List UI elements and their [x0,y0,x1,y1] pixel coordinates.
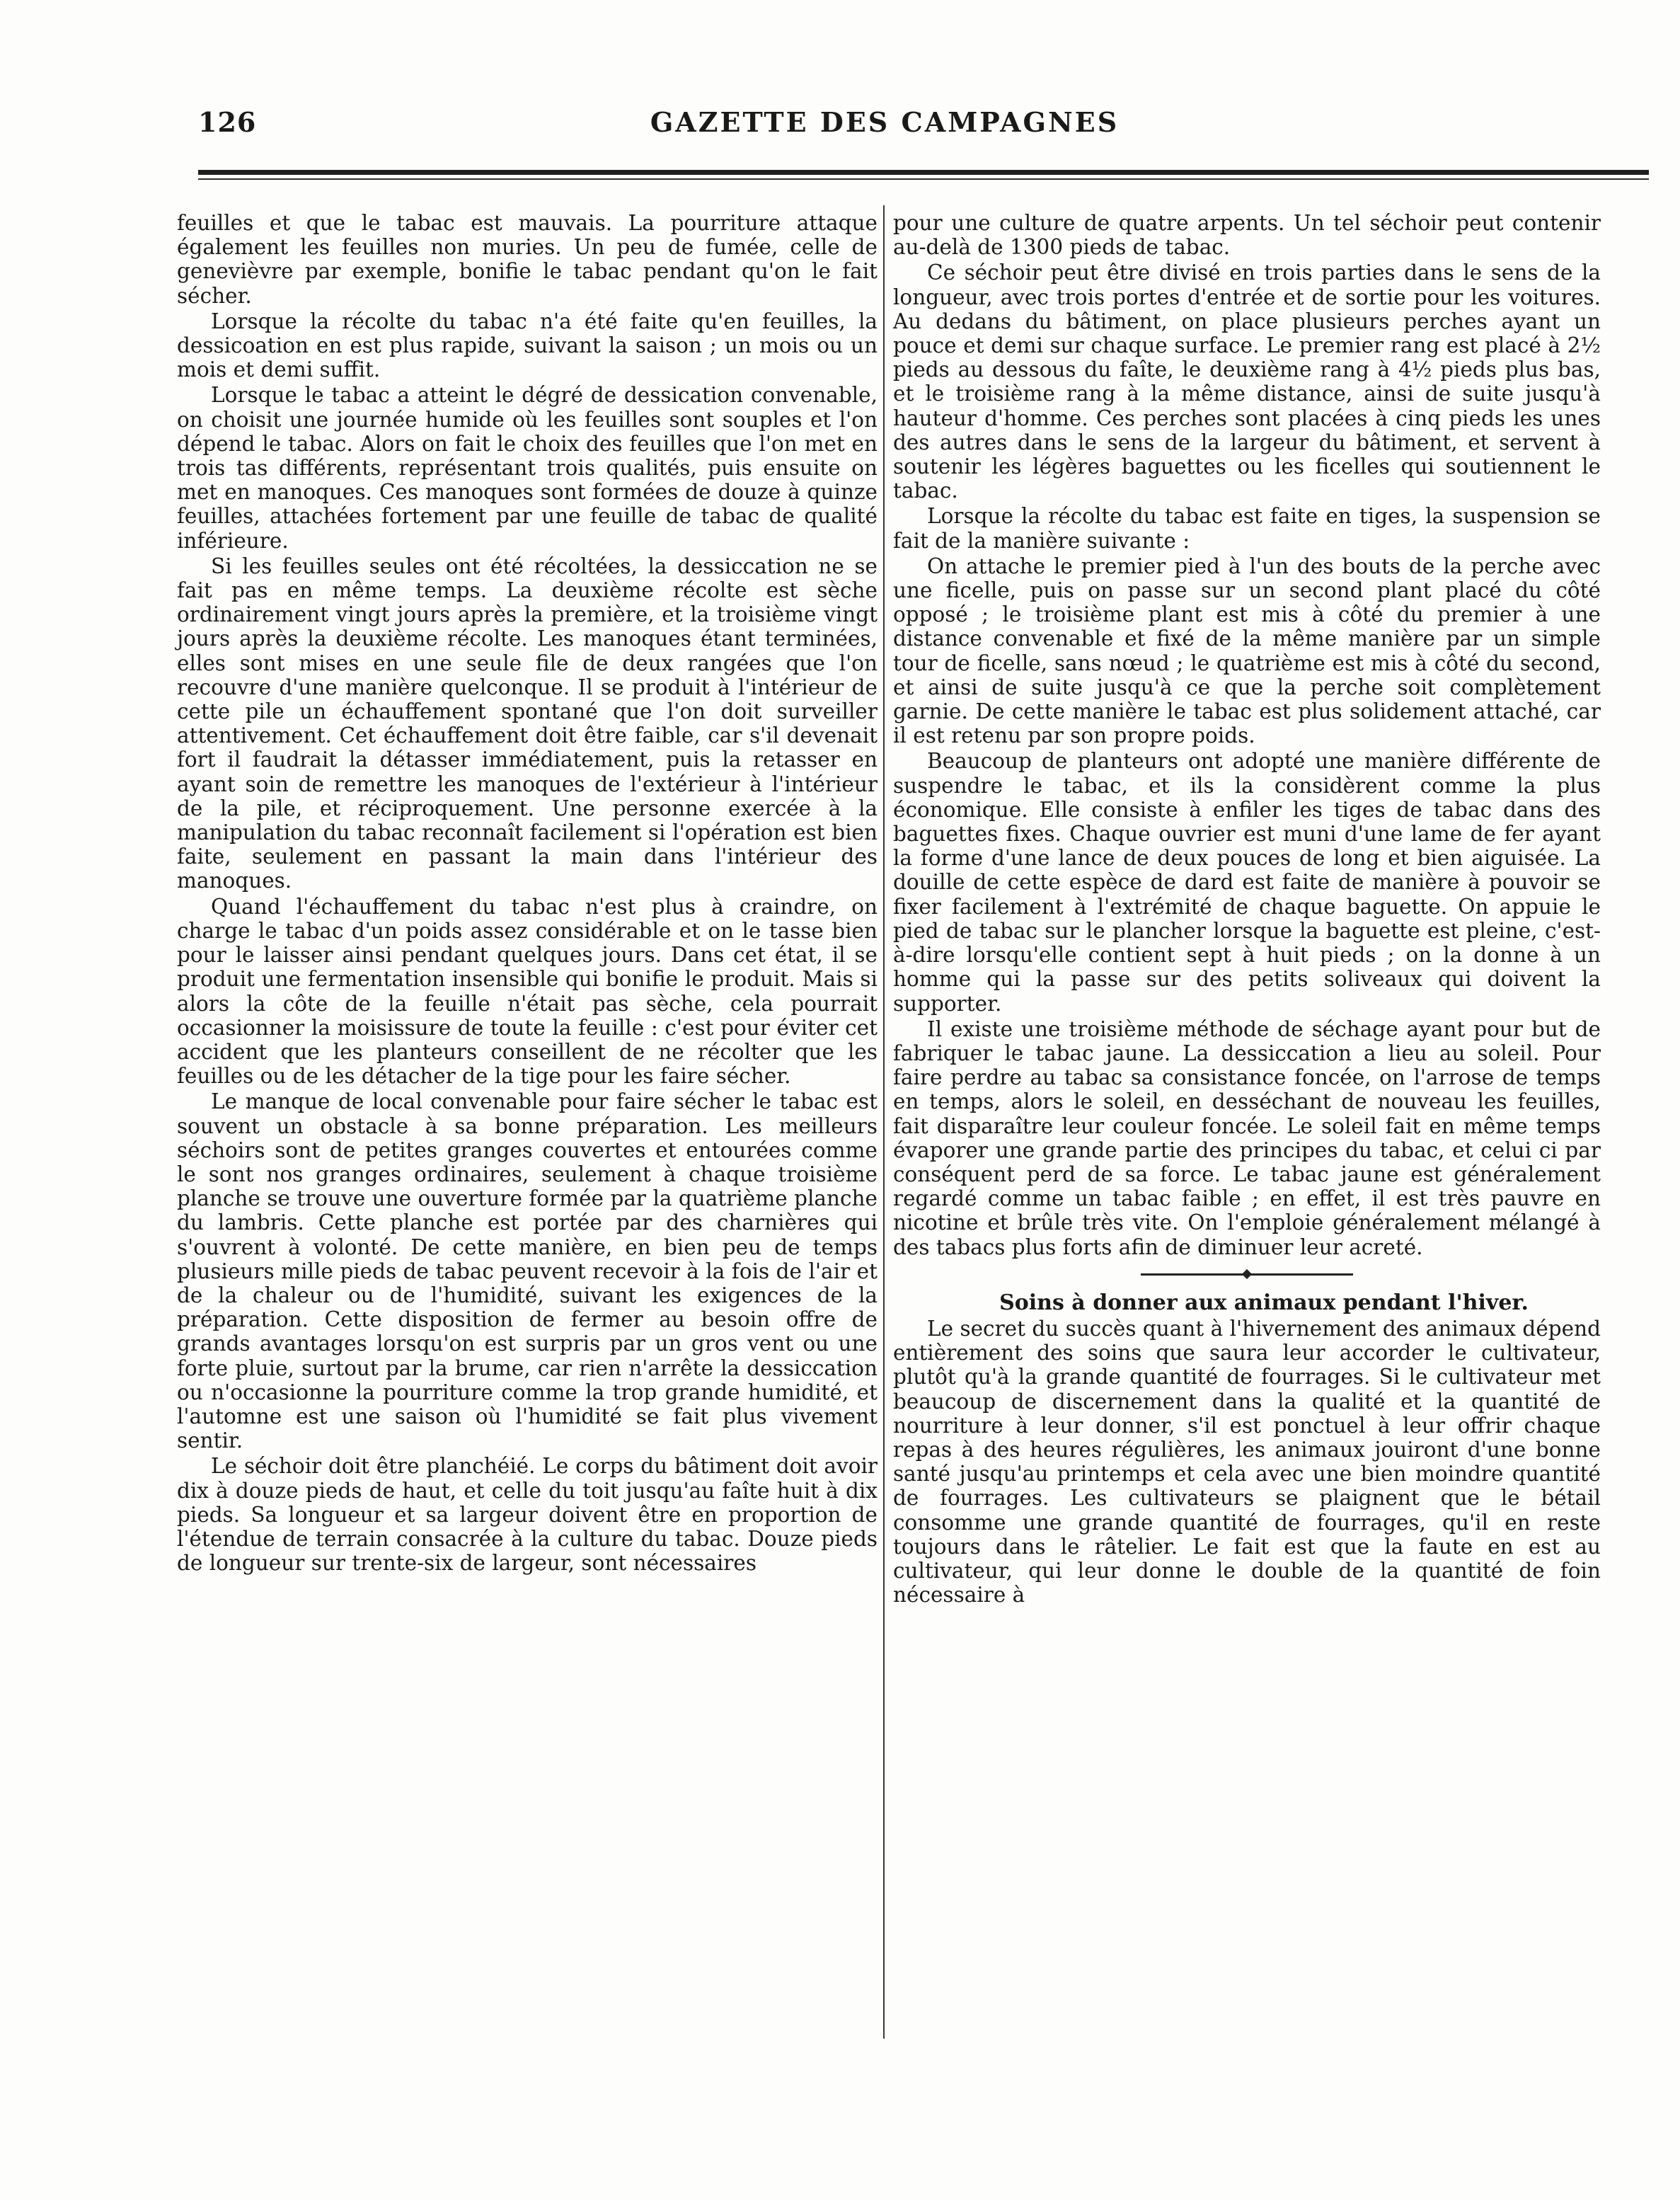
left-paragraph-5: Quand l'échauffement du tabac n'est plus à craindre, on charge le tabac d'un poids assez considérable et on le tasse bien pour le laisser ainsi pendant quelques jours. Dans cet état, il se produit une fermentation insensible qui bonifie le produit. Mais si alors la côte de la feuille n'était pas sèche, cela pourrait occasionner la moisissure de toute la feuille : c'est pour éviter cet accident que les planteurs conseillent de ne récolter que les feuilles ou de les détacher de la tige pour les faire sécher. [177,894,878,1089]
header-rule-thick [198,170,1649,175]
section-divider-ornament [1141,1273,1353,1276]
right-column [893,211,1601,1608]
column-divider [883,205,885,2039]
right-paragraph-6: Il existe une troisième méthode de séchage ayant pour but de fabriquer le tabac jaune. La dessiccation a lieu au soleil. Pour faire perdre au tabac sa consistance foncée, on l'arrose de temps en temps, alors le soleil, en desséchant de nouveau les feuilles, fait disparaître leur couleur foncée. Le soleil fait en même temps évaporer une grande partie des principes du tabac, et celui ci par conséquent perd de sa force. Le tabac jaune est généralement regardé comme un tabac faible ; en effet, il est très pauvre en nicotine et brûle très vite. On l'emploie généralement mélangé à des tabacs plus forts afin de diminuer leur acreté. [893,1016,1601,1259]
section-title: Soins à donner aux animaux pendant l'hiver. [999,1290,1529,1315]
right-paragraph-2: Ce séchoir peut être divisé en trois parties dans le sens de la longueur, avec trois portes d'entrée et de sortie pour les voitures. Au dedans du bâtiment, on place plusieurs perches ayant un pouce et demi sur chaque surface. Le premier rang est placé à 2½ pieds au dessous du faîte, le deuxième rang à 4½ pieds plus bas, et le troisième rang à la même distance, ainsi de suite jusqu'à hauteur d'homme. Ces perches sont placées à cinq pieds les unes des autres dans le sens de la largeur du bâtiment, et servent à soutenir les légères baguettes ou les ficelles qui soutiennent le tabac. [893,260,1601,503]
right-paragraph-1: pour une culture de quatre arpents. Un tel séchoir peut contenir au-delà de 1300 pieds de tabac. [893,211,1601,260]
header-rule-thin [198,178,1649,180]
page-number: 126 [198,106,257,138]
left-paragraph-4: Si les feuilles seules ont été récoltées, la dessiccation ne se fait pas en même temps. La deuxième récolte est sèche ordinairement vingt jours après la première, et la troisième vingt jours après la deuxième récolte. Les manoques étant terminées, elles sont mises en une seule file de deux rangées que l'on recouvre d'une manière quelconque. Il se produit à l'intérieur de cette pile un échauffement spontané que l'on doit surveiller attentivement. Cet échauffement doit être faible, car s'il devenait fort il faudrait la détasser immédiatement, puis la retasser en ayant soin de remettre les manoques de l'extérieur à l'intérieur de la pile, et réciproquement. Une personne exercée à la manipulation du tabac reconnaît facilement si l'opération est bien faite, seulement en passant la main dans l'intérieur des manoques. [177,554,878,893]
right-paragraph-4: On attache le premier pied à l'un des bouts de la perche avec une ficelle, puis on passe sur un second plant placé du côté opposé ; le troisième plant est mis à côté du premier à une distance convenable et fixé de la même manière par un simple tour de ficelle, sans nœud ; le quatrième est mis à côté du second, et ainsi de suite jusqu'à ce que la perche soit complètement garnie. De cette manière le tabac est plus solidement attaché, car il est retenu par son propre poids. [893,554,1601,748]
right-section-paragraph-1: Le secret du succès quant à l'hivernement des animaux dépend entièrement des soins que saura leur accorder le cultivateur, plutôt qu'à la grande quantité de fourrages. Si le cultivateur met beaucoup de discernement dans la qualité et la quantité de nourriture à leur donner, s'il est ponctuel à leur offrir chaque repas à des heures régulières, les animaux jouiront d'une bonne santé jusqu'au printemps et cela avec une bien moindre quantité de fourrages. Les cultivateurs se plaignent que le bétail consomme une grande quantité de fourrages, qu'il en reste toujours dans le râtelier. Le fait est que la faute en est au cultivateur, qui leur donne le double de la quantité de foin nécessaire à [893,1316,1601,1608]
left-paragraph-2: Lorsque la récolte du tabac n'a été faite qu'en feuilles, la dessicoation en est plus rapide, suivant la saison ; un mois ou un mois et demi suffit. [177,309,878,382]
running-title: GAZETTE DES CAMPAGNES [650,106,1120,138]
left-paragraph-6: Le manque de local convenable pour faire sécher le tabac est souvent un obstacle à sa bonne préparation. Les meilleurs séchoirs sont de petites granges couvertes et entourées comme le sont nos granges ordinaires, seulement à chaque troisième planche se trouve une ouverture formée par la quatrième planche du lambris. Cette planche est portée par des charnières qui s'ouvrent à volonté. De cette manière, en bien peu de temps plusieurs mille pieds de tabac peuvent recevoir à la fois de l'air et de la chaleur ou de l'humidité, suivant les exigences de la préparation. Cette disposition de fermer au besoin offre de grands avantages lorsqu'on est surpris par un gros vent ou une forte pluie, surtout par la brume, car rien n'arrête la dessiccation ou n'occasionne la pourriture comme la trop grande humidité, et l'automne est une saison où l'humidité se fait plus vivement sentir. [177,1089,878,1453]
left-column [177,211,878,1576]
right-paragraph-5: Beaucoup de planteurs ont adopté une manière différente de suspendre le tabac, et ils la considèrent comme la plus économique. Elle consiste à enfiler les tiges de tabac dans des baguettes fixes. Chaque ouvrier est muni d'une lame de fer ayant la forme d'une lance de deux pouces de long et bien aiguisée. La douille de cette espèce de dard est faite de manière à pouvoir se fixer facilement à l'extrémité de chaque baguette. On appuie le pied de tabac sur le plancher lorsque la baguette est pleine, c'est-à-dire lorsqu'elle contient sept à huit pieds ; on la donne à un homme qui la passe sur des petits soliveaux qui doivent la supporter. [893,749,1601,1016]
right-paragraph-3: Lorsque la récolte du tabac est faite en tiges, la suspension se fait de la manière suivante : [893,504,1601,553]
left-paragraph-1: feuilles et que le tabac est mauvais. La pourriture attaque également les feuilles non muries. Un peu de fumée, celle de genevièvre par exemple, bonifie le tabac pendant qu'on le fait sécher. [177,211,878,308]
left-paragraph-7: Le séchoir doit être planchéié. Le corps du bâtiment doit avoir dix à douze pieds de haut, et celle du toit jusqu'au faîte huit à dix pieds. Sa longueur et sa largeur doivent être en proportion de l'étendue de terrain consacrée à la culture du tabac. Douze pieds de longueur sur trente-six de largeur, sont nécessaires [177,1454,878,1576]
left-paragraph-3: Lorsque le tabac a atteint le dégré de dessication convenable, on choisit une journée humide où les feuilles sont souples et l'on dépend le tabac. Alors on fait le choix des feuilles que l'on met en trois tas différents, représentant trois qualités, puis ensuite on met en manoques. Ces manoques sont formées de douze à quinze feuilles, attachées fortement par une feuille de tabac de qualité inférieure. [177,383,878,553]
page-header [198,106,1571,149]
